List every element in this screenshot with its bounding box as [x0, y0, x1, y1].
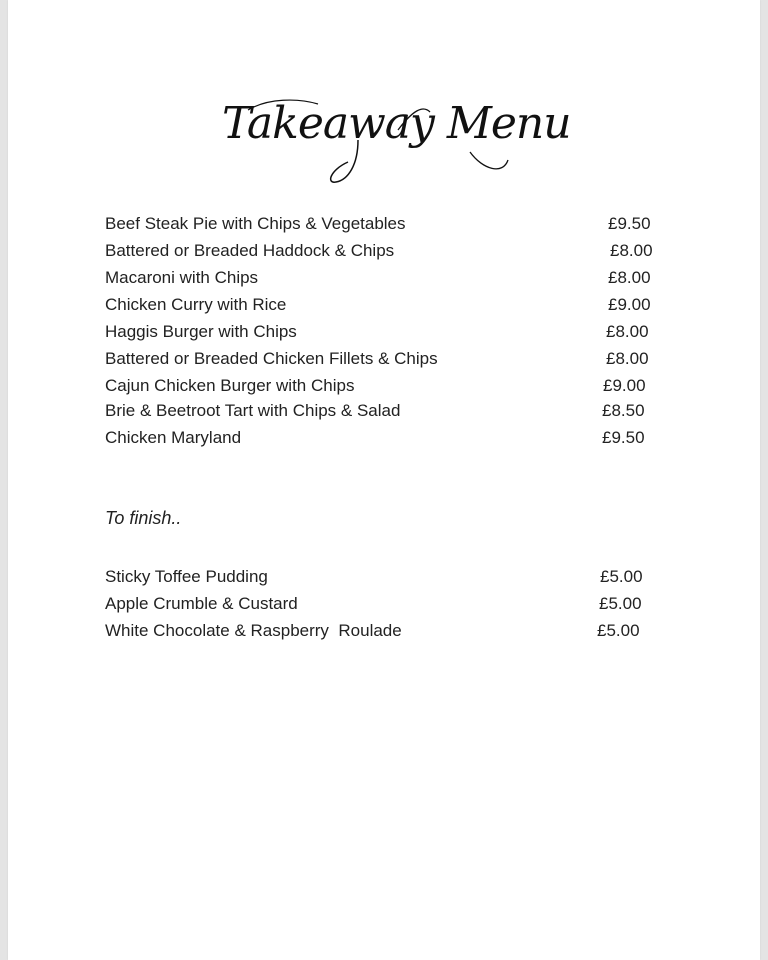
dessert-item-price: £5.00: [597, 621, 640, 640]
menu-page: [8, 0, 760, 960]
dessert-item-name: Apple Crumble & Custard: [105, 594, 298, 613]
menu-item-row: [105, 399, 665, 423]
dessert-item-row: [105, 619, 665, 643]
menu-item-row: [105, 239, 665, 263]
menu-item-row: [105, 374, 665, 398]
menu-item-row: [105, 426, 665, 450]
menu-item-price: £8.00: [606, 349, 649, 368]
dessert-item-name: Sticky Toffee Pudding: [105, 567, 268, 586]
menu-item-name: Macaroni with Chips: [105, 268, 259, 287]
menu-item-row: [105, 212, 665, 236]
menu-item-price: £9.50: [602, 428, 645, 447]
page-title: Takeaway Menu: [222, 98, 571, 149]
dessert-item-price: £5.00: [600, 567, 643, 586]
menu-item-name: Brie & Beetroot Tart with Chips & Salad: [105, 401, 401, 420]
dessert-item-row: [105, 565, 665, 589]
menu-item-row: [105, 320, 665, 344]
menu-item-price: £8.00: [606, 322, 649, 341]
menu-item-name: Chicken Curry with Rice: [105, 295, 287, 314]
menu-item-price: £8.50: [602, 401, 645, 420]
menu-item-name: Beef Steak Pie with Chips & Vegetables: [105, 214, 406, 233]
menu-item-row: [105, 293, 665, 317]
menu-item-name: Chicken Maryland: [105, 428, 242, 447]
menu-item-name: Cajun Chicken Burger with Chips: [105, 376, 355, 395]
menu-item-price: £8.00: [608, 268, 651, 287]
menu-item-price: £9.50: [608, 214, 651, 233]
menu-item-name: Haggis Burger with Chips: [105, 322, 297, 341]
menu-item-row: [105, 266, 665, 290]
menu-item-price: £9.00: [603, 376, 646, 395]
menu-item-price: £9.00: [608, 295, 651, 314]
menu-item-name: Battered or Breaded Haddock & Chips: [105, 241, 395, 260]
menu-item-price: £8.00: [610, 241, 653, 260]
menu-title-block: [208, 70, 571, 190]
menu-item-row: [105, 347, 665, 371]
dessert-item-price: £5.00: [599, 594, 642, 613]
desserts-heading: To finish..: [105, 508, 182, 528]
dessert-item-name: White Chocolate & Raspberry Roulade: [105, 621, 402, 640]
dessert-item-row: [105, 592, 665, 616]
menu-item-name: Battered or Breaded Chicken Fillets & Chips: [105, 349, 438, 368]
